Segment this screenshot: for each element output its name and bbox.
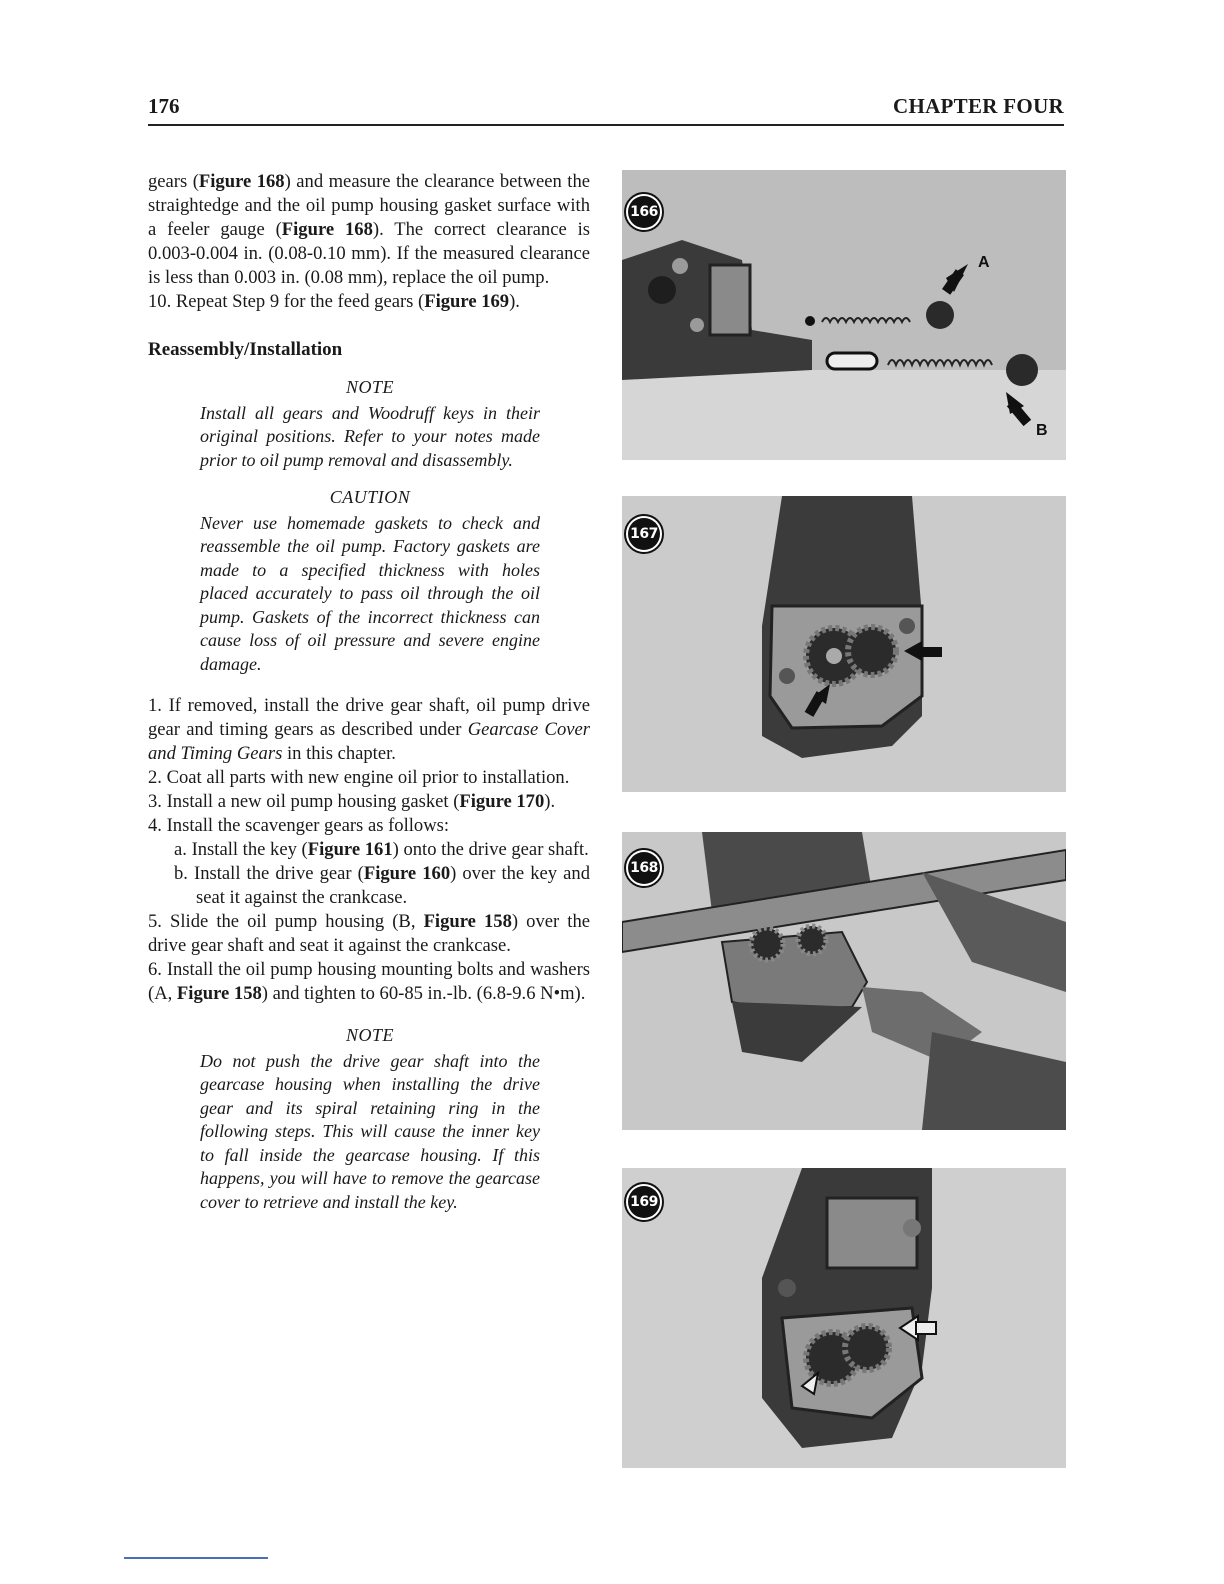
text-column	[148, 170, 590, 1228]
figure-ref: Figure 168	[281, 219, 373, 240]
figure-ref: Figure 160	[363, 863, 451, 884]
figure-number-badge: 167	[624, 514, 664, 554]
step-3: 3. Install a new oil pump housing gasket (Figure 170).	[148, 791, 556, 812]
oil-pump-feed-gears-illustration	[622, 1168, 1066, 1468]
caution-box	[200, 486, 540, 676]
section-heading: Reassembly/Installation	[148, 339, 343, 360]
note-title: NOTE	[345, 377, 394, 397]
figure-169-photo	[622, 1168, 1066, 1468]
caution-title: CAUTION	[329, 487, 411, 507]
note-title: NOTE	[345, 1025, 394, 1045]
oil-pump-gears-illustration	[622, 496, 1066, 792]
step-5: 5. Slide the oil pump housing (B, Figure 158) over the drive gear shaft and seat it against the crankcase.	[148, 911, 590, 956]
paragraph-clearance: gears (Figure 168) and measure the clearance between the straightedge and the oil pump housing gasket surface with a feeler gauge (Figure 168). The correct clearance is 0.003-0.004 in. (0.08-0.10 mm). If the measured clearance is less than 0.003 in. (0.08 mm), replace the oil pump.	[148, 171, 590, 288]
footer-line	[124, 1557, 268, 1559]
figure-number-badge: 168	[624, 848, 664, 888]
oil-pump-parts-illustration	[622, 170, 1066, 460]
straightedge-measurement-illustration	[622, 832, 1066, 1130]
figure-167-photo	[622, 496, 1066, 792]
step-4a: a. Install the key (Figure 161) onto the drive gear shaft.	[174, 839, 589, 860]
callout-label-a: A	[978, 254, 990, 271]
figure-166-photo	[622, 170, 1066, 460]
step-2: 2. Coat all parts with new engine oil prior to installation.	[148, 767, 570, 788]
figure-number-badge: 169	[624, 1182, 664, 1222]
figure-number-badge: 166	[624, 192, 664, 232]
note-body: Do not push the drive gear shaft into the gearcase housing when installing the drive gear and its spiral retaining ring in the following steps. This will cause the inner key to fall inside the gearcase housing. If this happens, you will have to remove the gearcase cover to retrieve and install the key.	[200, 1050, 540, 1212]
step-4b: b. Install the drive gear (Figure 160) over the key and seat it against the crankcase.	[174, 863, 590, 908]
note-box	[200, 376, 540, 472]
step-10: 10. Repeat Step 9 for the feed gears (Figure 169).	[148, 291, 520, 312]
page-number: 176	[148, 94, 180, 118]
header-rule	[148, 124, 1064, 126]
note-body: Install all gears and Woodruff keys in their original positions. Refer to your notes made prior to oil pump removal and disassembly.	[200, 402, 540, 470]
callout-label-b: B	[1036, 422, 1048, 439]
step-1: 1. If removed, install the drive gear shaft, oil pump drive gear and timing gears as described under Gearcase Cover and Timing Gears in this chapter.	[148, 695, 590, 764]
caution-body: Never use homemade gaskets to check and reassemble the oil pump. Factory gaskets are made to a specified thickness with holes placed accurately to pass oil through the oil pump. Gaskets of the incorrect thickness can cause loss of oil pressure and severe engine damage.	[200, 512, 540, 674]
figure-ref: Figure 158	[176, 983, 262, 1004]
figure-ref: Figure 170	[459, 791, 545, 812]
figure-ref: Figure 158	[423, 911, 512, 932]
step-6: 6. Install the oil pump housing mounting bolts and washers (A, Figure 158) and tighten to 60-85 in.-lb. (6.8-9.6 N•m).	[148, 959, 590, 1004]
step-4: 4. Install the scavenger gears as follows:	[148, 815, 450, 836]
figure-ref: Figure 168	[198, 171, 285, 192]
figure-ref: Figure 169	[424, 291, 510, 312]
chapter-title: CHAPTER FOUR	[892, 94, 1064, 118]
figure-ref: Figure 161	[307, 839, 393, 860]
note-box-2	[200, 1024, 540, 1214]
figure-168-photo	[622, 832, 1066, 1130]
